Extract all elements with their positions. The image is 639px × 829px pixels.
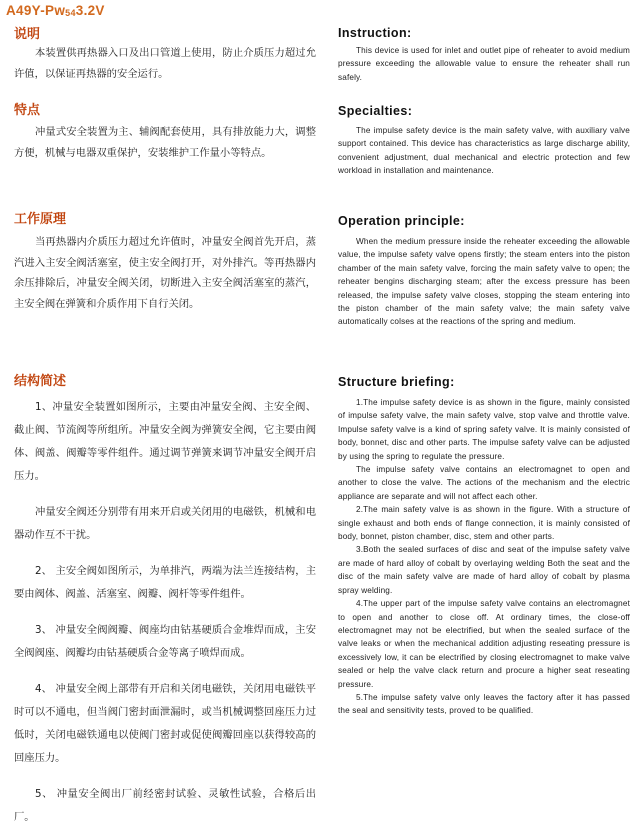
en-operation-title: Operation principle: <box>338 214 465 228</box>
cn-structure-p3: 2、 主安全阀如图所示，为单排汽，两端为法兰连接结构，主要由阀体、阀盖、活塞室、阀瓣、阀杆等零件组件。 <box>14 565 316 600</box>
en-structure-text <box>338 396 630 718</box>
cn-structure-title: 结构简述 <box>14 374 67 389</box>
cn-structure-p2: 冲量安全阀还分别带有用来开启或关闭用的电磁铁，机械和电器动作互不干扰。 <box>14 506 316 541</box>
en-specialties-text: The impulse safety device is the main safety valve, with auxiliary valve support contained. This device has characteristics as large discharge ability, convenient adjustment, dual mechanical and electric protection and few workload in installation and maintenance. <box>338 126 630 176</box>
cn-operation-text: 当再热器内介质压力超过允许值时，冲量安全阀首先开启，蒸汽进入主安全阀活塞室，使主安全阀打开，对外排汽。等再热器内余压排除后，冲量安全阀关闭，切断进入主安全阀活塞室的蒸汽，主安全阀在弹簧和介质作用下自行关闭。 <box>14 236 316 310</box>
cn-instruction-title: 说明 <box>14 27 41 42</box>
en-structure-p3: 2.The main safety valve is as shown in the figure. With a structure of single exhaust and both ends of flange connection, it is mainly consisted of body, bonnet, piston chamber, disc, stem and other parts. <box>338 505 630 542</box>
en-structure-p1: 1.The impulse safety device is as shown in the figure, mainly consisted of impulse safety valve, the main safety valve, stop valve and throttle valve. Impulse safety valve is a kind of spring safety valve. It is mainly consisted of body, bonnet, disc and other parts. The impulse safety valve can be adjusted by using the spring to regulate the pressure. <box>338 398 630 461</box>
cn-operation-title: 工作原理 <box>14 212 67 227</box>
model-number: A49Y-Pw543.2V <box>6 3 105 18</box>
en-instruction-text: This device is used for inlet and outlet pipe of reheater to avoid medium pressure exceeding the allowable value to ensure the reheater shall run safely. <box>338 46 630 82</box>
en-structure-p6: 5.The impulse safety valve only leaves the factory after it has passed the seal and sensitivity tests, proved to be qualified. <box>338 692 630 716</box>
cn-specialties-title: 特点 <box>14 103 41 118</box>
en-structure-p5: 4.The upper part of the impulse safety valve contains an electromagnet to open and another to close off. At ordinary times, the close-off electromagnet may not be electrified, but when the sealed surface of the valve leaks or when the mechanical addition adjusting reseating pressure is excessively low, it can be electrified by closing electromagnet to make valve sealed or help the valve clack return and procure a higher seat reseating pressure. <box>338 599 630 689</box>
en-instruction-title: Instruction: <box>338 26 412 40</box>
en-structure-p2: The impulse safety valve contains an electromagnet to open and another to close the valve. The actions of the mechanism and the electric appliance are separate and will not affect each other. <box>338 465 630 501</box>
en-operation-text: When the medium pressure inside the reheater exceeding the allowable value, the impulse safety valve opens firstly; the steam enters into the piston chamber of the main safety valve, forcing the main safety valve to open; the reheater bengins discharging steam; after the excess pressure has been released, the impulse safety valve closes, stopping the steam entering into the piston chamber of the main safety valve; the main safety valve automatically colses at the reactions of the spring and medium. <box>338 237 630 327</box>
cn-structure-p1: 1、冲量安全装置如图所示，主要由冲量安全阀、主安全阀、截止阀、节流阀等所组所。冲量安全阀为弹簧安全阀，它主要由阀体、阀盖、阀瓣等零件组件。通过调节弹簧来调节冲量安全阀开启压力。 <box>14 401 316 482</box>
cn-structure-text <box>14 396 316 829</box>
cn-structure-p6: 5、 冲量安全阀出厂前经密封试验、灵敏性试验，合格后出厂。 <box>14 788 316 823</box>
cn-structure-p4: 3、 冲量安全阀阀瓣、阀座均由钴基硬质合金堆焊而成，主安全阀阀座、阀瓣均由钴基硬质合金等离子喷焊而成。 <box>14 624 316 659</box>
cn-structure-p5: 4、 冲量安全阀上部带有开启和关闭电磁铁，关闭用电磁铁平时可以不通电，但当阀门密封面泄漏时，或当机械调整回座压力过低时，关闭电磁铁通电以使阀门密封或促使阀瓣回座以获得较高的回座压力。 <box>14 683 316 764</box>
cn-specialties-text: 冲量式安全装置为主、辅阀配套使用，具有排放能力大，调整方便，机械与电器双重保护，安装维护工作量小等特点。 <box>14 126 316 159</box>
en-structure-p4: 3.Both the sealed surfaces of disc and seat of the impulse safety valve are made of hard alloy of cobalt by overlaying welding Both the seat and the disc of the main safety valve are made of hard alloy of cobalt by plasma spray welding. <box>338 545 630 595</box>
en-structure-title: Structure briefing: <box>338 375 455 389</box>
en-specialties-title: Specialties: <box>338 104 413 118</box>
cn-instruction-text: 本装置供再热器入口及出口管道上使用，防止介质压力超过允许值，以保证再热器的安全运行。 <box>14 47 316 80</box>
